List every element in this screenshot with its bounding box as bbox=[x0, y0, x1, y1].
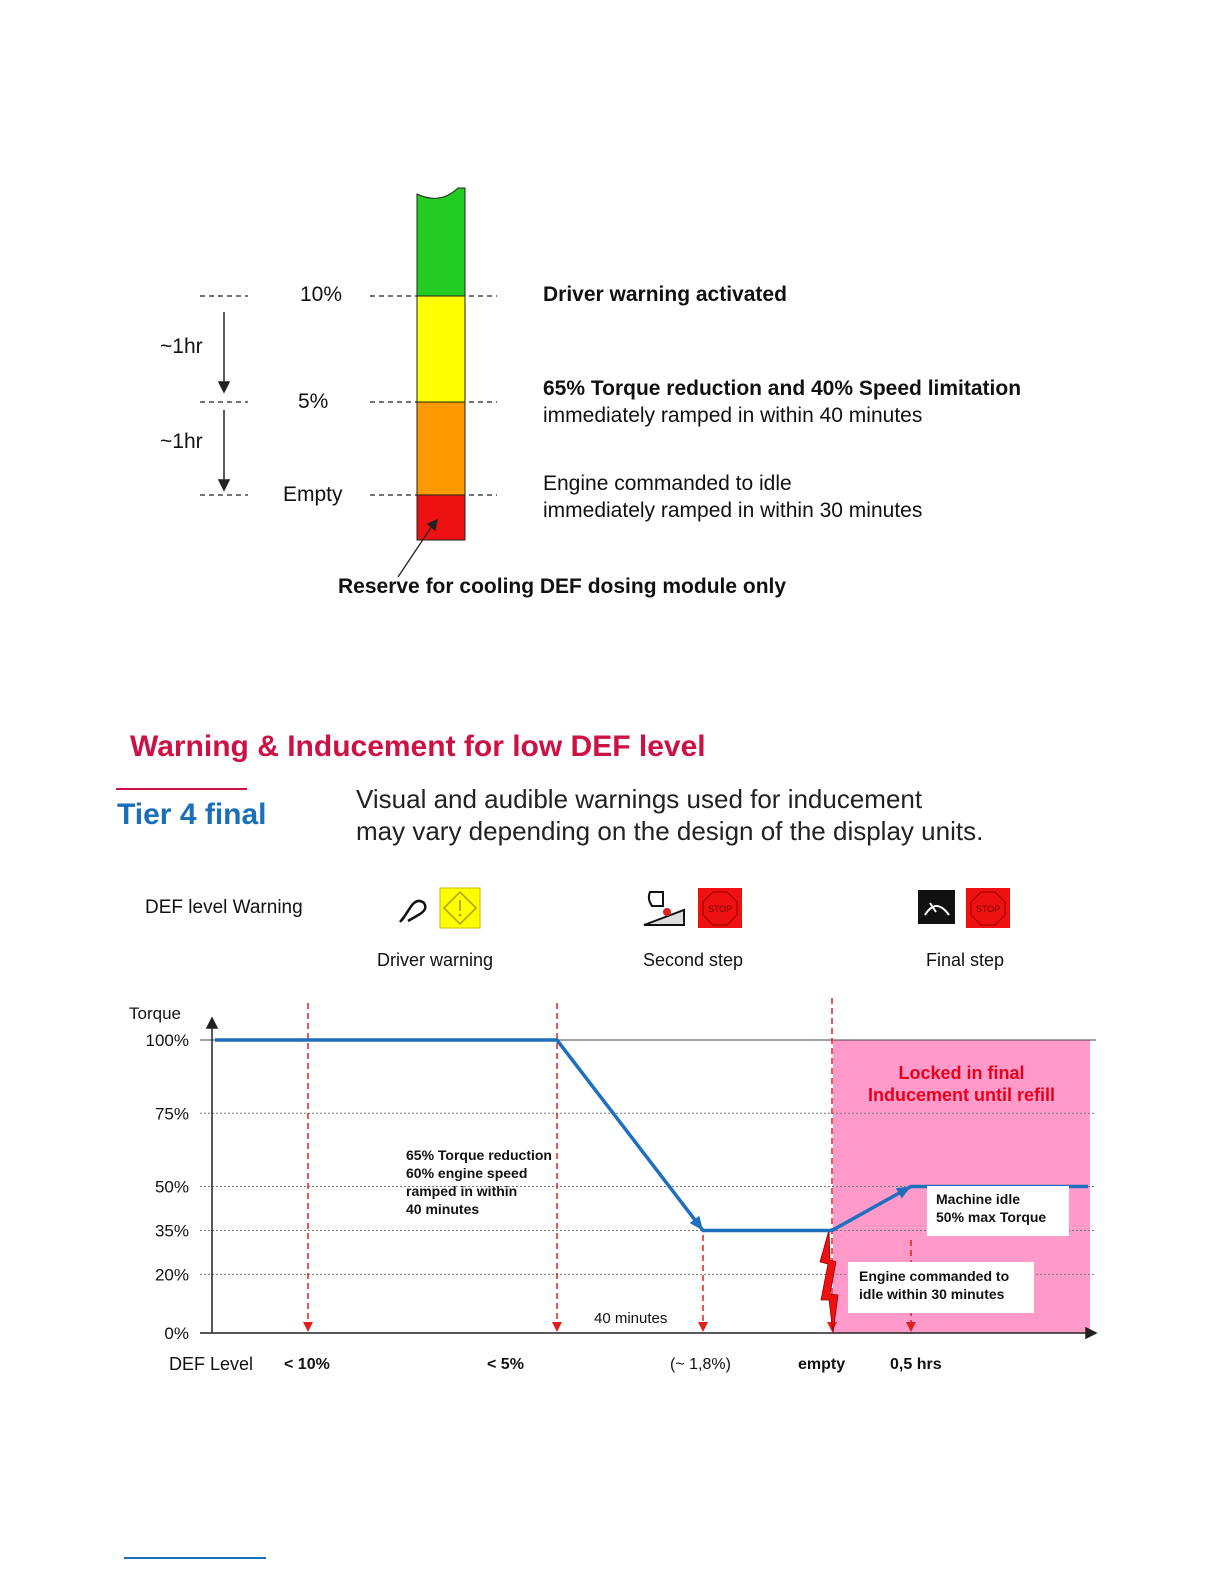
y-tick-label: 0% bbox=[164, 1324, 189, 1343]
description-line-1: Visual and audible warnings used for inducement bbox=[356, 784, 923, 814]
ramp-note-line: ramped in within bbox=[406, 1183, 518, 1199]
duration-second-label: ~1hr bbox=[160, 430, 203, 453]
def-level-warning-label: DEF level Warning bbox=[145, 897, 303, 918]
y-tick-label: 35% bbox=[154, 1221, 189, 1241]
duration-arrows bbox=[219, 312, 229, 490]
duration-first-label: ~1hr bbox=[160, 335, 203, 358]
duration-40-minutes: 40 minutes bbox=[594, 1310, 668, 1327]
warning-icons bbox=[0, 880, 1224, 940]
machine-idle-line: Machine idle bbox=[936, 1191, 1021, 1207]
x-axis-title: DEF Level bbox=[169, 1354, 254, 1374]
section-title: Warning & Inducement for low DEF level bbox=[130, 730, 706, 763]
y-tick-label: 75% bbox=[154, 1104, 189, 1124]
idle-detail: immediately ramped in within 30 minutes bbox=[543, 499, 923, 522]
stop-icon-final-step bbox=[966, 888, 1010, 928]
x-label-half-hour: 0,5 hrs bbox=[890, 1356, 942, 1373]
event-marker-arrow bbox=[552, 1322, 562, 1332]
y-tick-label: 100% bbox=[145, 1031, 189, 1050]
y-tick-label: 20% bbox=[154, 1265, 189, 1285]
ramp-note bbox=[406, 1146, 552, 1218]
def-gauge-diagram bbox=[0, 0, 1224, 640]
ramp-note-line: 65% Torque reduction bbox=[406, 1147, 552, 1163]
event-marker-arrow bbox=[698, 1322, 708, 1332]
reduced-power-icon bbox=[644, 892, 684, 925]
stage-final-step-label: Final step bbox=[926, 950, 1005, 970]
idle-note-line: Engine commanded to bbox=[859, 1268, 1010, 1284]
idle-note bbox=[848, 1262, 1034, 1313]
x-label-10: < 10% bbox=[284, 1356, 330, 1373]
level-10-label: 10% bbox=[300, 283, 343, 306]
x-label-5: < 5% bbox=[487, 1356, 524, 1373]
tier-label: Tier 4 final bbox=[117, 798, 267, 831]
stage-driver-warning-label: Driver warning bbox=[377, 950, 494, 970]
level-empty-label: Empty bbox=[283, 483, 343, 506]
stage-second-step-label: Second step bbox=[643, 950, 744, 970]
event-markers bbox=[303, 998, 916, 1332]
torque-reduction-detail: immediately ramped in within 40 minutes bbox=[543, 404, 923, 427]
torque-reduction-step: 65% Torque reduction and 40% Speed limitation bbox=[543, 377, 1022, 400]
section-divider bbox=[116, 788, 247, 790]
yellow-segment bbox=[417, 296, 465, 402]
locked-label-line-1: Locked in final bbox=[898, 1063, 1025, 1083]
ramp-note-line: 60% engine speed bbox=[406, 1165, 528, 1181]
event-marker-arrow bbox=[303, 1322, 313, 1332]
def-nozzle-icon bbox=[400, 901, 425, 922]
machine-idle-line: 50% max Torque bbox=[936, 1209, 1047, 1225]
idle-step: Engine commanded to idle bbox=[543, 472, 792, 495]
green-segment bbox=[417, 188, 465, 296]
svg-text:STOP: STOP bbox=[707, 904, 733, 914]
description-line-2: may vary depending on the design of the display units. bbox=[356, 816, 984, 846]
level-5-label: 5% bbox=[298, 390, 329, 413]
idle-note-line: idle within 30 minutes bbox=[859, 1286, 1005, 1302]
y-tick-label: 50% bbox=[154, 1177, 189, 1197]
x-label-1-8: (~ 1,8%) bbox=[670, 1356, 731, 1373]
footer-rule bbox=[124, 1557, 266, 1559]
def-level-bar bbox=[417, 188, 465, 540]
locked-label-line-2: Inducement until refill bbox=[867, 1085, 1055, 1105]
driver-warning-step: Driver warning activated bbox=[543, 283, 787, 306]
yellow-warning-icon bbox=[440, 888, 480, 928]
reserve-note: Reserve for cooling DEF dosing module only bbox=[338, 575, 787, 598]
machine-idle-note bbox=[927, 1186, 1069, 1236]
stop-icon-second-step bbox=[698, 888, 742, 928]
ramp-note-line: 40 minutes bbox=[406, 1201, 480, 1217]
engine-idle-icon bbox=[918, 890, 955, 924]
svg-text:STOP: STOP bbox=[975, 904, 1001, 914]
orange-segment bbox=[417, 402, 465, 495]
y-tick-labels bbox=[146, 1031, 189, 1343]
y-axis-title: Torque bbox=[129, 1004, 181, 1023]
x-label-empty: empty bbox=[798, 1356, 846, 1373]
red-segment bbox=[417, 495, 465, 540]
